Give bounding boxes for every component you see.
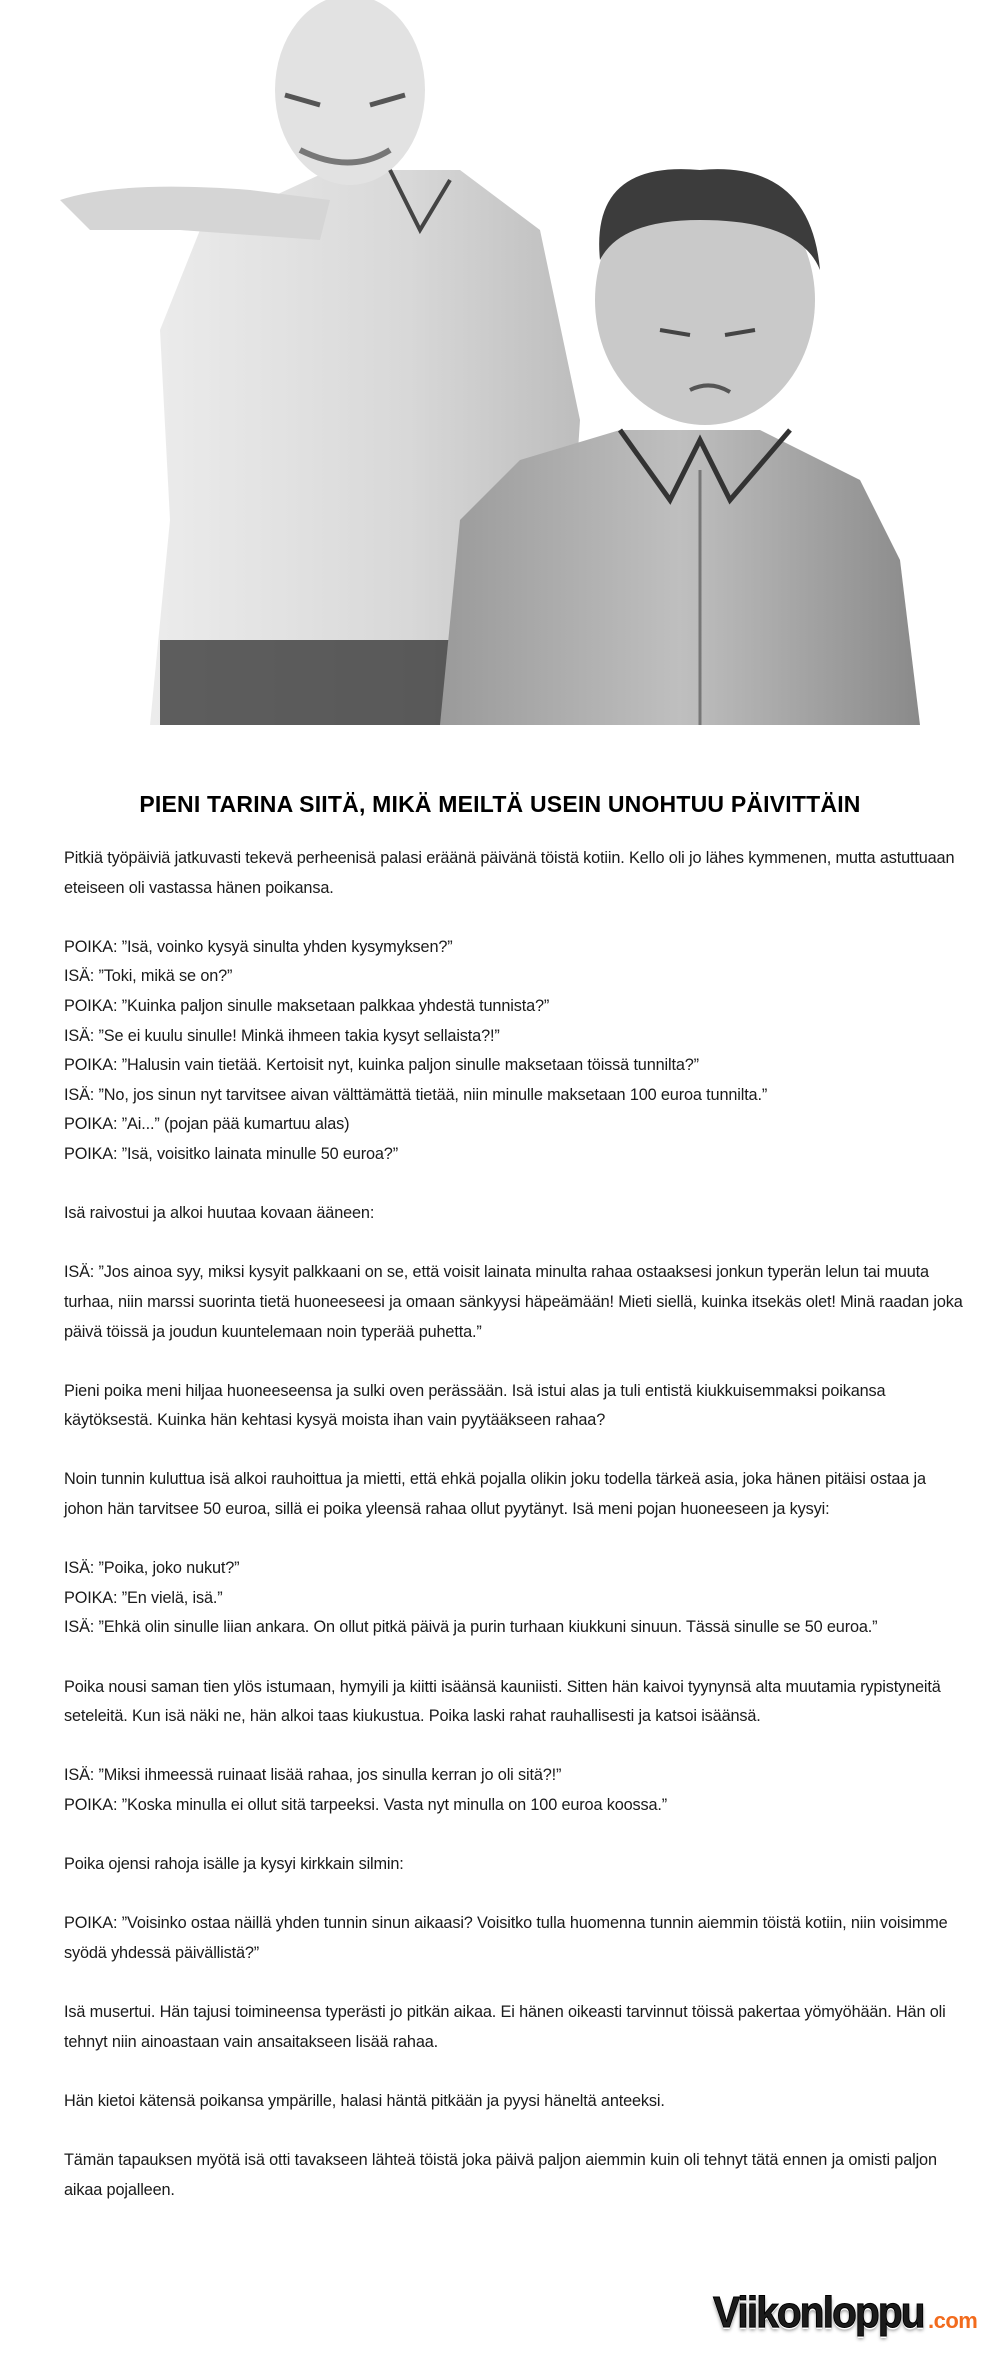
story-paragraph bbox=[64, 1850, 964, 1880]
story-line: POIKA: ”En vielä, isä.” bbox=[64, 1588, 223, 1607]
story-line: ISÄ: ”Miksi ihmeessä ruinaat lisää rahaa, jos sinulla kerran jo oli sitä?!” bbox=[64, 1766, 562, 1785]
story-paragraph bbox=[64, 844, 964, 903]
story-line: ISÄ: ”Se ei kuulu sinulle! Minkä ihmeen takia kysyt sellaista?!” bbox=[64, 1026, 500, 1045]
article-body bbox=[64, 844, 964, 2235]
logo-wordmark: Viikonloppu bbox=[713, 2288, 924, 2337]
story-paragraph bbox=[64, 1199, 964, 1229]
story-line: POIKA: ”Isä, voisitko lainata minulle 50 euroa?” bbox=[64, 1144, 398, 1163]
story-line: ISÄ: ”Jos ainoa syy, miksi kysyit palkkaani on se, että voisit lainata minulta rahaa ostaaksesi jonkun typerän lelun tai muuta turhaa, niin marssi suorinta tietä huoneeseesi ja omaan sänkyysi häpeämään! Mieti siellä, kuinka itsekäs olet! Minä raadan joka päivä töissä ja joudun kuuntelemaan noin typerää puhetta.” bbox=[64, 1263, 963, 1341]
story-line: Isä raivostui ja alkoi huutaa kovaan ääneen: bbox=[64, 1204, 375, 1223]
story-paragraph bbox=[64, 1377, 964, 1436]
story-line: Pitkiä työpäiviä jatkuvasti tekevä perheenisä palasi eräänä päivänä töistä kotiin. Kello oli jo lähes kymmenen, mutta astuttuaan eteiseen oli vastassa hänen poikansa. bbox=[64, 849, 955, 897]
story-line: ISÄ: ”Ehkä olin sinulle liian ankara. On ollut pitkä päivä ja purin turhaan kiukkuni sinuun. Tässä sinulle se 50 euroa.” bbox=[64, 1618, 878, 1637]
story-paragraph bbox=[64, 1554, 964, 1643]
logo-tld: .com bbox=[928, 2308, 978, 2333]
story-line: Poika nousi saman tien ylös istumaan, hymyili ja kiitti isäänsä kauniisti. Sitten hän kaivoi tyynynsä alta muutamia rypistyneitä seteleitä. Kun isä näki ne, hän alkoi taas kiukustua. Poika laski rahat rauhallisesti ja katsoi isäänsä. bbox=[64, 1677, 941, 1726]
story-paragraph bbox=[64, 1998, 964, 2057]
story-line: Poika ojensi rahoja isälle ja kysyi kirkkain silmin: bbox=[64, 1855, 404, 1874]
story-paragraph bbox=[64, 933, 964, 1170]
story-line: Tämän tapauksen myötä isä otti tavakseen lähteä töistä joka päivä paljon aiemmin kuin oli tehnyt tätä ennen ja omisti paljon aikaa pojalleen. bbox=[64, 2151, 937, 2199]
story-paragraph bbox=[64, 1673, 964, 1732]
story-line: Hän kietoi kätensä poikansa ympärille, halasi häntä pitkään ja pyysi häneltä anteeksi. bbox=[64, 2091, 665, 2110]
story-line: Isä musertui. Hän tajusi toimineensa typerästi jo pitkän aikaa. Ei hänen oikeasti tarvinnut töissä pakertaa yömyöhään. Hän oli tehnyt niin ainoastaan vain ansaitakseen lisää rahaa. bbox=[64, 2003, 946, 2051]
story-line: POIKA: ”Kuinka paljon sinulle maksetaan palkkaa yhdestä tunnista?” bbox=[64, 996, 550, 1015]
story-line: POIKA: ”Voisinko ostaa näillä yhden tunnin sinun aikaasi? Voisitko tulla huomenna tunnin aiemmin töistä kotiin, niin voisimme syödä yhdessä päivällistä?” bbox=[64, 1914, 948, 1962]
story-paragraph bbox=[64, 2146, 964, 2205]
story-paragraph bbox=[64, 1909, 964, 1968]
story-line: POIKA: ”Halusin vain tietää. Kertoisit nyt, kuinka paljon sinulle maksetaan töissä tunnilta?” bbox=[64, 1056, 699, 1075]
story-paragraph bbox=[64, 1258, 964, 1347]
story-line: Noin tunnin kuluttua isä alkoi rauhoittua ja mietti, että ehkä pojalla olikin joku todella tärkeä asia, joka hänen pitäisi ostaa ja johon hän tarvitsee 50 euroa, sillä ei poika yleensä rahaa ollut pyytänyt. Isä meni pojan huoneeseen ja kysyi: bbox=[64, 1470, 926, 1519]
story-paragraph bbox=[64, 2087, 964, 2117]
story-line: POIKA: ”Koska minulla ei ollut sitä tarpeeksi. Vasta nyt minulla on 100 euroa koossa.” bbox=[64, 1796, 668, 1814]
article-title: PIENI TARINA SIITÄ, MIKÄ MEILTÄ USEIN UNOHTUU PÄIVITTÄIN bbox=[139, 791, 861, 818]
story-line: POIKA: ”Ai...” (pojan pää kumartuu alas) bbox=[64, 1115, 350, 1134]
story-line: ISÄ: ”Toki, mikä se on?” bbox=[64, 967, 233, 986]
story-paragraph bbox=[64, 1465, 964, 1524]
story-line: Pieni poika meni hiljaa huoneeseensa ja sulki oven perässään. Isä istui alas ja tuli entistä kiukkuisemmaksi poikansa käytöksestä. Kuinka hän kehtasi kysyä moista ihan vain pyytääkseen rahaa? bbox=[64, 1381, 886, 1430]
story-line: POIKA: ”Isä, voinko kysyä sinulta yhden kysymyksen?” bbox=[64, 937, 453, 956]
viikonloppu-logo[interactable] bbox=[713, 2288, 978, 2338]
story-line: ISÄ: ”Poika, joko nukut?” bbox=[64, 1559, 240, 1578]
story-paragraph bbox=[64, 1761, 964, 1820]
story-line: ISÄ: ”No, jos sinun nyt tarvitsee aivan välttämättä tietää, niin minulle maksetaan 100 euroa tunnilta.” bbox=[64, 1085, 768, 1104]
hero-illustration-father-and-son bbox=[0, 0, 1000, 725]
